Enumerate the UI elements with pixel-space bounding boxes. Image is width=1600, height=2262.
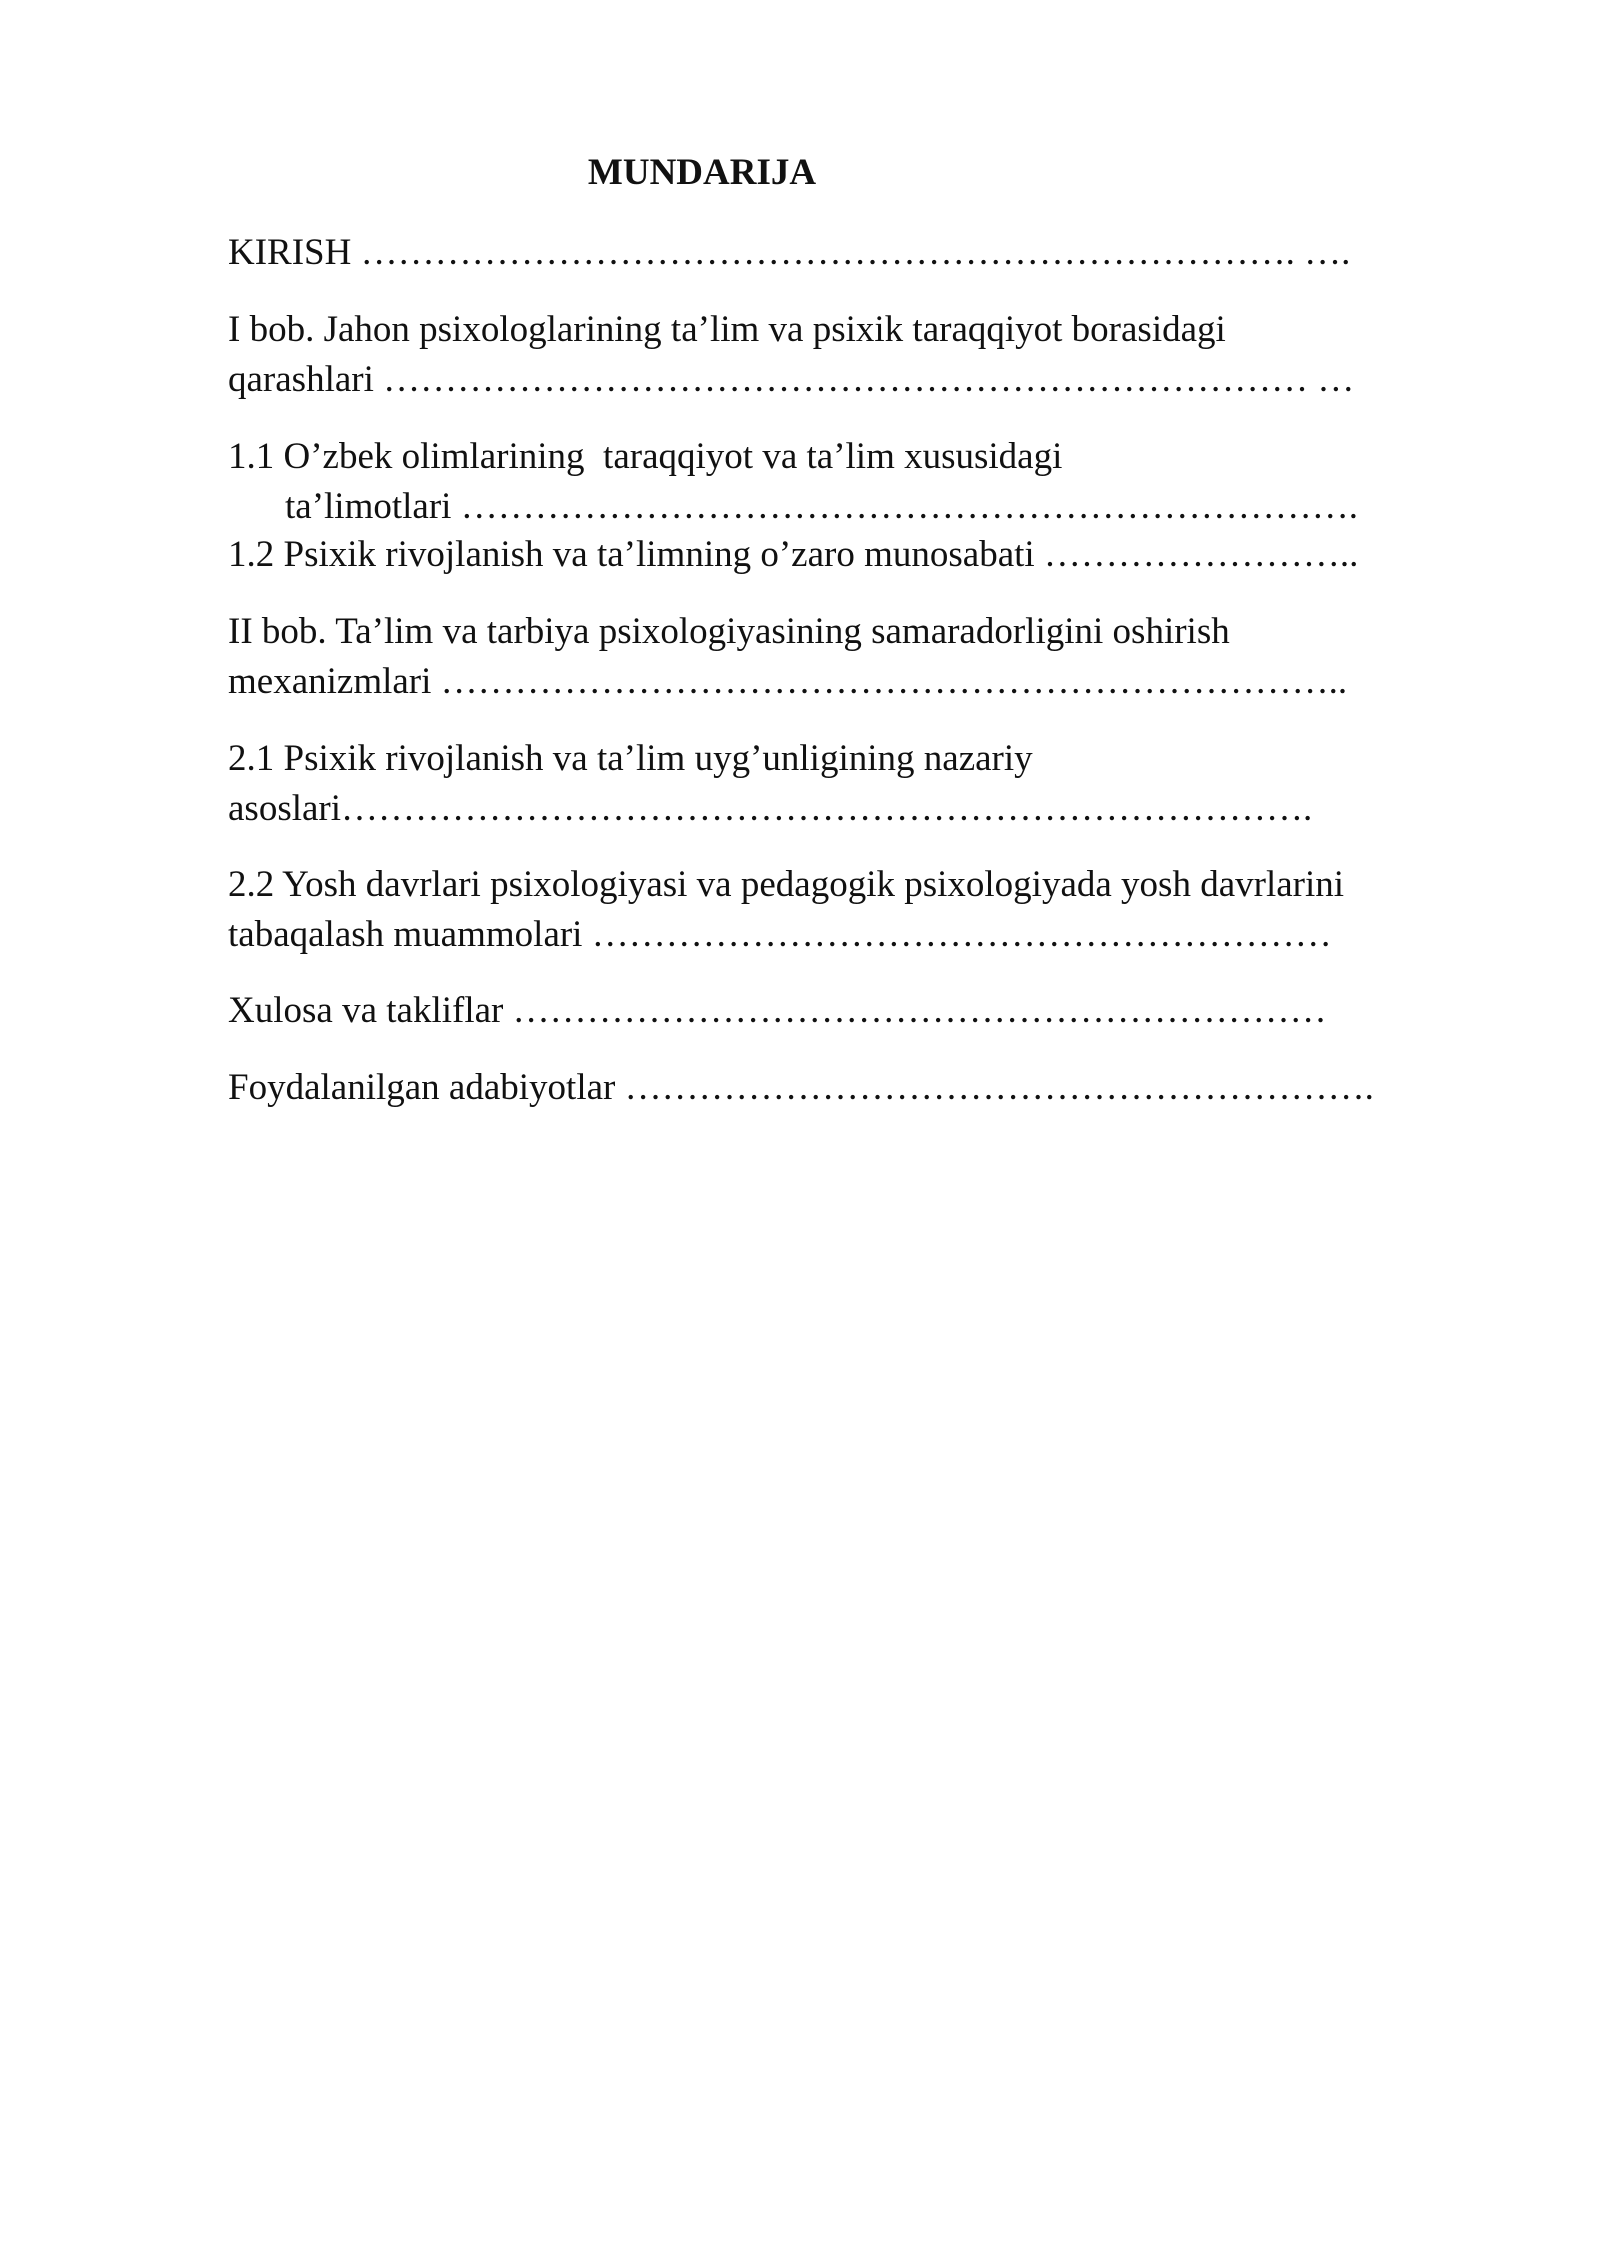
toc-entry-chapter-1-line-1: I bob. Jahon psixologlarining ta’lim va psixik taraqqiyot borasidagi [228,309,1226,350]
toc-entry-section-1-2: 1.2 Psixik rivojlanish va ta’limning o’zaro munosabati …………………….. [228,534,1359,575]
toc-entry-chapter-2-line-2: mexanizmlari ……………………………………………………………….. [228,661,1348,702]
toc-entry-section-1-1-line-1: 1.1 O’zbek olimlarining taraqqiyot va ta’lim xususidagi [228,436,1063,477]
toc-entry-section-2-1-line-1: 2.1 Psixik rivojlanish va ta’lim uyg’unligining nazariy [228,738,1033,779]
toc-entry-kirish: KIRISH …………………………………………………………………. …. [228,232,1351,273]
toc-entry-conclusion: Xulosa va takliflar ………………………………………………………… [228,990,1327,1031]
toc-entry-section-2-2-line-1: 2.2 Yosh davrlari psixologiyasi va pedagogik psixologiyada yosh davrlarini [228,864,1345,905]
toc-entry-section-1-1-line-2: ta’limotlari ………………………………………………………………. [285,486,1358,527]
toc-entry-chapter-1-line-2: qarashlari ………………………………………………………………… … [228,359,1355,400]
toc-entry-references: Foydalanilgan adabiyotlar ……………………………………………………. [228,1067,1374,1108]
toc-entry-section-2-1-line-2: asoslari……………………………………………………………………. [228,788,1313,829]
page-title: MUNDARIJA [587,152,817,193]
toc-entry-chapter-2-line-1: II bob. Ta’lim va tarbiya psixologiyasining samaradorligini oshirish [228,611,1230,652]
toc-entry-section-2-2-line-2: tabaqalash muammolari …………………………………………………… [228,914,1332,955]
